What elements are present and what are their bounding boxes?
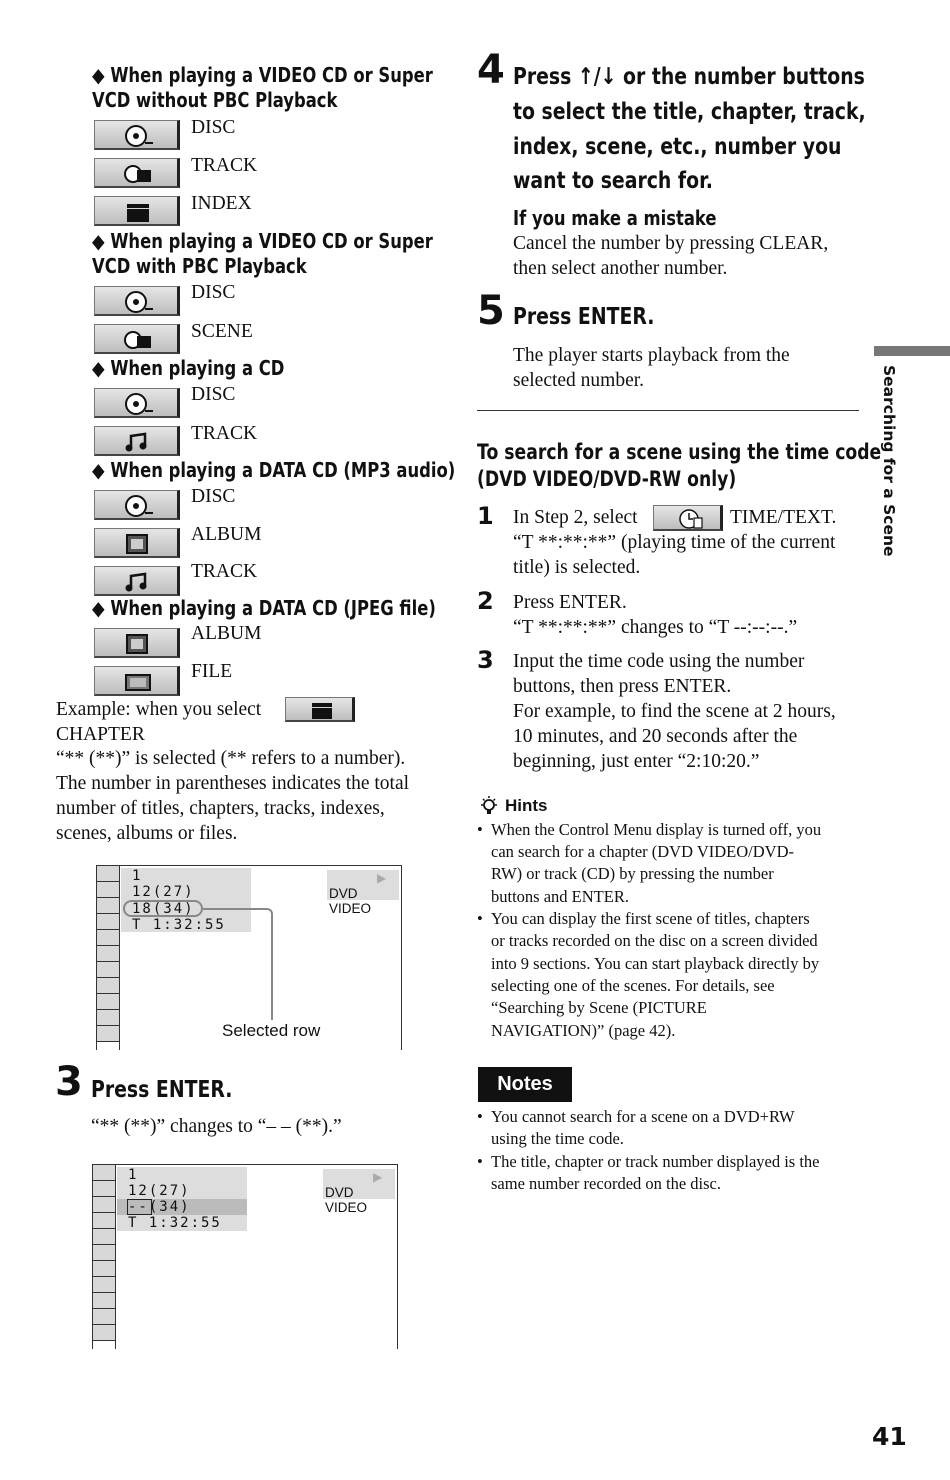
note-line: The title, chapter or track number displayed is the [491, 1152, 820, 1171]
disc-type-badge: DVD VIDEO [329, 886, 372, 916]
callout-label: Selected row [222, 1021, 321, 1040]
osd-row: 1 [132, 868, 143, 884]
step-number: 3 [55, 1059, 83, 1105]
example-line: scenes, albums or files. [56, 823, 238, 844]
disc-icon [94, 120, 180, 150]
disc-icon [94, 490, 180, 520]
hint-line: or tracks recorded on the disc on a screen divided [491, 931, 818, 950]
hint-line: When the Control Menu display is turned off, you [491, 820, 822, 839]
item-label: DISC [191, 282, 236, 303]
body-line: buttons, then press ENTER. [513, 676, 732, 697]
example-word: CHAPTER [56, 724, 145, 745]
input-cursor [127, 1199, 152, 1215]
hint-line: NAVIGATION)” (page 42). [491, 1021, 676, 1040]
item-label: TRACK [191, 155, 258, 176]
callout-line [203, 908, 273, 1020]
item-label: SCENE [191, 321, 253, 342]
music-note-icon [94, 566, 180, 596]
item-label: ALBUM [191, 623, 262, 644]
step-number: 2 [477, 587, 494, 615]
section-heading-cont: VCD without PBC Playback [92, 88, 338, 112]
osd-row: T 1:32:55 [132, 917, 226, 933]
hint-line: into 9 sections. You can start playback directly by [491, 954, 820, 973]
body-line: “T **:**:**” (playing time of the current [513, 532, 836, 553]
disc-icon [94, 286, 180, 316]
step-number: 5 [477, 288, 505, 334]
item-label: TRACK [191, 561, 258, 582]
lightbulb-icon [478, 795, 500, 822]
menu-icon-column [93, 1165, 116, 1349]
control-menu-display [96, 865, 402, 1050]
body-line: 10 minutes, and 20 seconds after the [513, 726, 798, 747]
hint-line: You can display the first scene of titles, chapters [491, 909, 810, 928]
hint-line: “Searching by Scene (PICTURE [491, 998, 707, 1017]
step-number: 1 [477, 502, 494, 530]
item-label: INDEX [191, 193, 252, 214]
body-line: Press ENTER. [513, 592, 627, 613]
step-text: “** (**)” changes to “– – (**).” [91, 1116, 342, 1137]
step-number: 4 [477, 47, 505, 93]
item-label: DISC [191, 384, 236, 405]
example-line: The number in parentheses indicates the total [56, 773, 410, 794]
notes-badge: Notes [478, 1067, 572, 1102]
step-title: Press ENTER. [513, 304, 655, 330]
page-number: 41 [872, 1422, 907, 1451]
hint-line: selecting one of the scenes. For details, see [491, 976, 775, 995]
osd-row: 12(27) [132, 884, 195, 900]
album-icon [94, 528, 180, 558]
item-label: DISC [191, 486, 236, 507]
item-label: FILE [191, 661, 233, 682]
note-line: same number recorded on the disc. [491, 1174, 722, 1193]
hint-line: RW) or track (CD) by pressing the number [491, 864, 774, 883]
disc-icon [94, 388, 180, 418]
body-line: The player starts playback from the [513, 345, 790, 366]
play-icon: ▶ [373, 1170, 383, 1184]
item-label: TRACK [191, 423, 258, 444]
osd-row: 1 [128, 1167, 139, 1183]
body-line: selected number. [513, 370, 645, 391]
osd-row: T 1:32:55 [128, 1215, 222, 1231]
section-heading-cont: VCD with PBC Playback [92, 254, 307, 278]
body-line: then select another number. [513, 258, 728, 279]
item-label: ALBUM [191, 524, 262, 545]
menu-icon-column [97, 866, 120, 1050]
body-line: TIME/TEXT. [730, 507, 837, 528]
scene-icon [94, 324, 180, 354]
clapperboard-icon [94, 196, 180, 226]
body-line: beginning, just enter “2:10:20.” [513, 751, 760, 772]
subheading: If you make a mistake [513, 206, 717, 230]
album-icon [94, 628, 180, 658]
section-heading: To search for a scene using the time code [477, 440, 882, 464]
osd-row-selected: --(34) [128, 1199, 191, 1215]
section-heading: ◆ When playing a VIDEO CD or Super [92, 229, 433, 253]
body-line: “T **:**:**” changes to “T --:--:--.” [513, 617, 798, 638]
osd-row-selected: 18(34) [132, 901, 195, 917]
body-line: Cancel the number by pressing CLEAR, [513, 233, 829, 254]
selection-highlight [123, 900, 203, 917]
section-heading: (DVD VIDEO/DVD-RW only) [477, 467, 737, 491]
body-line: For example, to find the scene at 2 hours, [513, 701, 836, 722]
file-icon [94, 666, 180, 696]
clapperboard-icon [285, 697, 355, 722]
step-title: Press ↑/↓ or the number buttons [513, 64, 865, 90]
side-tab-bar [874, 346, 950, 356]
section-heading: ◆ When playing a DATA CD (JPEG file) [92, 596, 436, 620]
divider [477, 410, 859, 411]
control-menu-display [92, 1164, 398, 1349]
example-line: number of titles, chapters, tracks, indexes, [56, 798, 385, 819]
body-line: Input the time code using the number [513, 651, 805, 672]
music-note-icon [94, 426, 180, 456]
note-line: using the time code. [491, 1129, 624, 1148]
section-heading: ◆ When playing a DATA CD (MP3 audio) [92, 458, 456, 482]
step-title: want to search for. [513, 168, 713, 194]
clock-icon [653, 505, 723, 531]
track-icon [94, 158, 180, 188]
item-label: DISC [191, 117, 236, 138]
hints-title: Hints [505, 796, 548, 815]
section-heading: ◆ When playing a VIDEO CD or Super [92, 63, 433, 87]
example-line: “** (**)” is selected (** refers to a number). [56, 748, 406, 769]
hint-line: buttons and ENTER. [491, 887, 629, 906]
disc-type-badge: DVD VIDEO [325, 1185, 368, 1215]
step-title: to select the title, chapter, track, [513, 99, 866, 125]
hint-line: can search for a chapter (DVD VIDEO/DVD- [491, 842, 794, 861]
note-line: You cannot search for a scene on a DVD+RW [491, 1107, 795, 1126]
play-icon: ▶ [377, 871, 387, 885]
side-tab-label: Searching for a Scene [880, 365, 898, 557]
body-line: title) is selected. [513, 557, 641, 578]
step-title: index, scene, etc., number you [513, 134, 842, 160]
osd-row: 12(27) [128, 1183, 191, 1199]
section-heading: ◆ When playing a CD [92, 356, 285, 380]
step-number: 3 [477, 646, 494, 674]
step-title: Press ENTER. [91, 1077, 233, 1103]
body-line: In Step 2, select [513, 507, 638, 528]
example-text: Example: when you select [56, 699, 262, 720]
